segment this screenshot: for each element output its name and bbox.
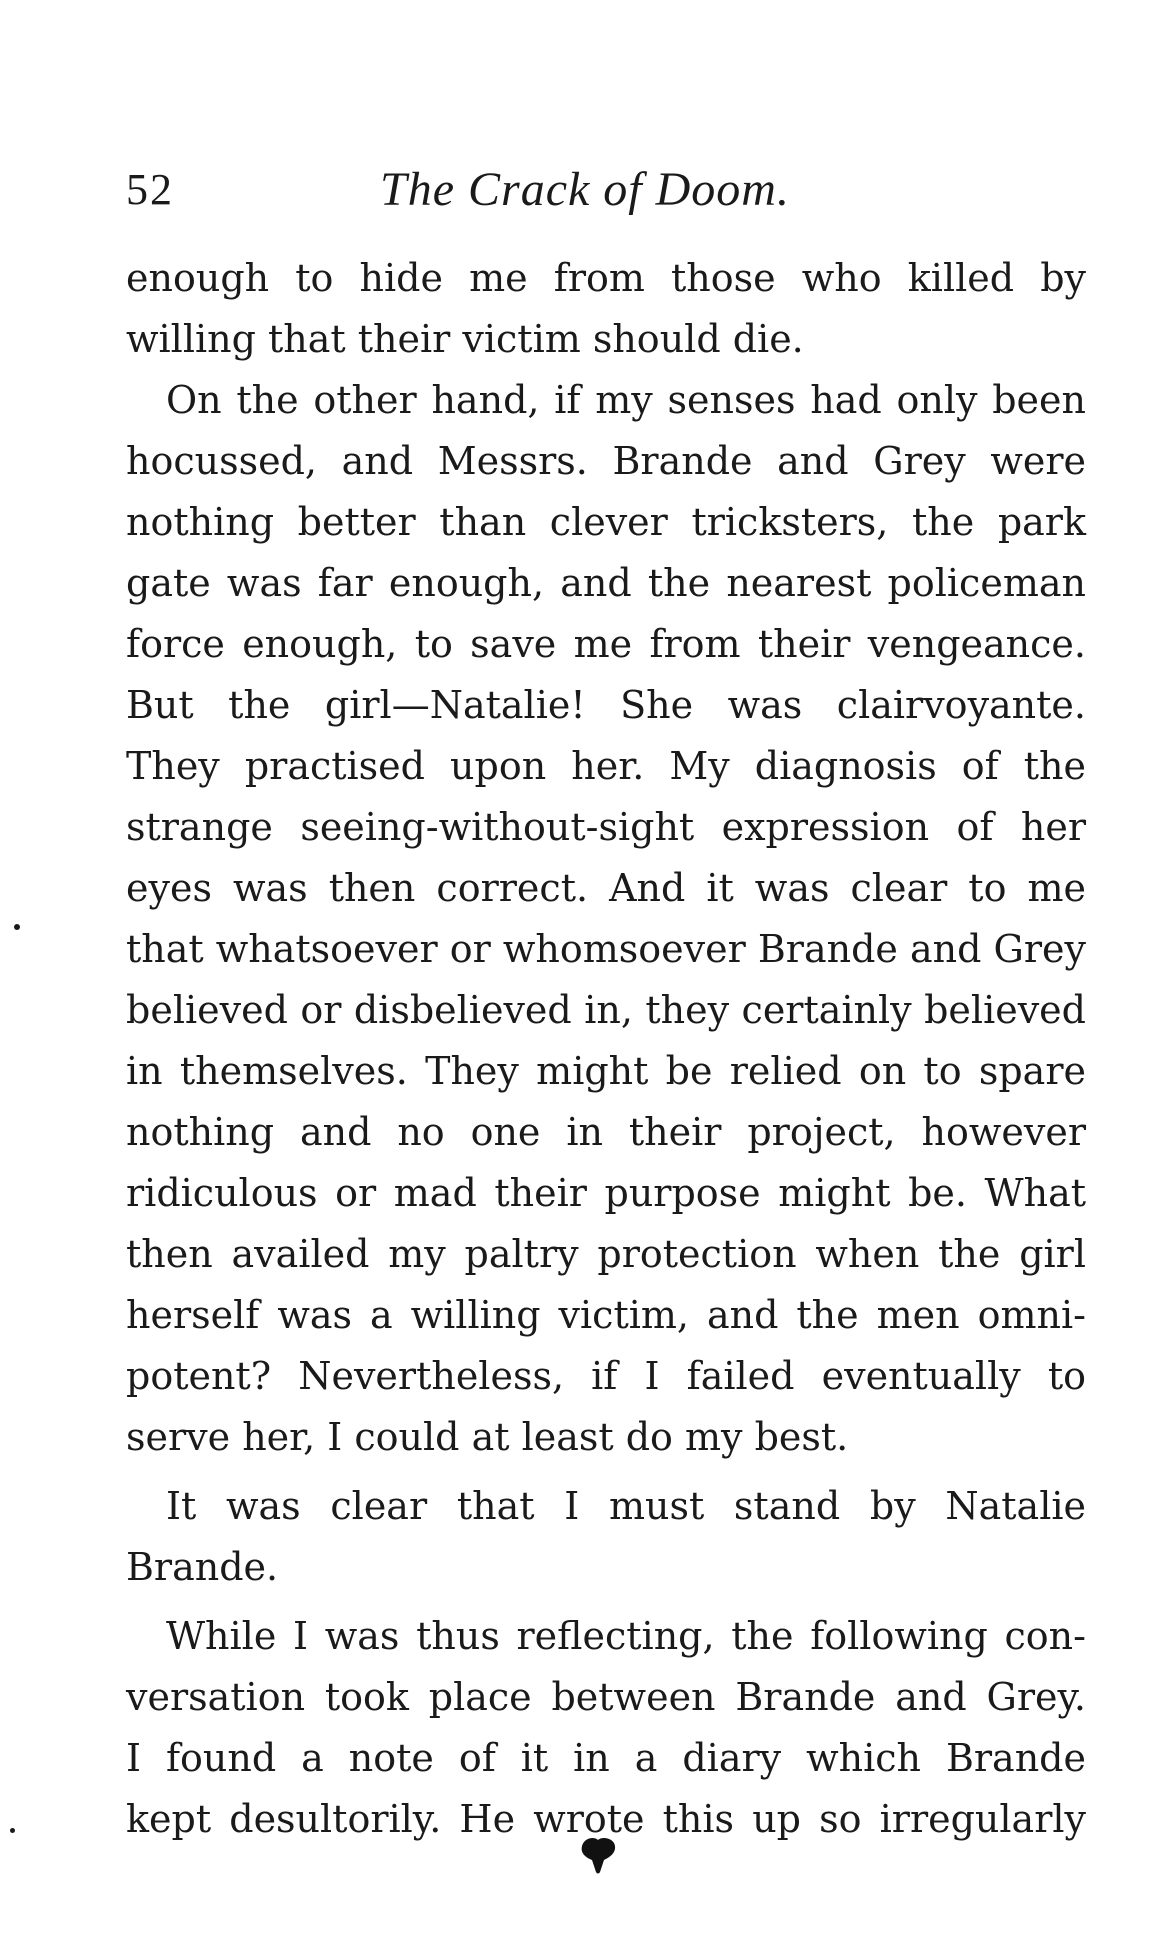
text-line: believed or disbelieved in, they certainly believed <box>126 988 1086 1032</box>
text-line: I found a note of it in a diary which Brande <box>126 1736 1086 1780</box>
text-line: strange seeing-without-sight expression of her <box>126 805 1086 849</box>
text-line: gate was far enough, and the nearest policeman <box>126 561 1086 605</box>
text-line: herself was a willing victim, and the men omni- <box>126 1293 1086 1337</box>
printer-ornament-icon <box>578 1836 618 1876</box>
text-line: willing that their victim should die. <box>126 317 804 361</box>
text-line: They practised upon her. My diagnosis of the <box>126 744 1086 788</box>
page-number: 52 <box>126 165 174 214</box>
text-line: But the girl—Natalie! She was clairvoyante. <box>126 683 1086 727</box>
running-head <box>126 160 1086 220</box>
text-line: then availed my paltry protection when the girl <box>126 1232 1086 1276</box>
text-line: kept desultorily. He wrote this up so irregularly <box>126 1797 1086 1841</box>
text-line: eyes was then correct. And it was clear to me <box>126 866 1086 910</box>
text-line: It was clear that I must stand by Natalie <box>166 1484 1086 1528</box>
ink-speck <box>10 1828 15 1833</box>
text-line: hocussed, and Messrs. Brande and Grey were <box>126 439 1086 483</box>
text-line: ridiculous or mad their purpose might be. What <box>126 1171 1086 1215</box>
text-line: in themselves. They might be relied on to spare <box>126 1049 1086 1093</box>
text-line: versation took place between Brande and Grey. <box>126 1675 1086 1719</box>
paragraph <box>126 248 1086 370</box>
text-line: that whatsoever or whomsoever Brande and Grey <box>126 927 1086 971</box>
text-line: nothing and no one in their project, however <box>126 1110 1086 1154</box>
paragraph <box>126 370 1086 1468</box>
text-line: Brande. <box>126 1545 279 1589</box>
paragraph <box>126 1476 1086 1598</box>
running-title: The Crack of Doom. <box>380 163 790 216</box>
text-line: serve her, I could at least do my best. <box>126 1415 849 1459</box>
text-line: While I was thus reflecting, the following con- <box>166 1614 1086 1658</box>
text-line: nothing better than clever tricksters, the park <box>126 500 1086 544</box>
text-line: enough to hide me from those who killed by <box>126 256 1086 300</box>
paragraph <box>126 1606 1086 1850</box>
body-text <box>126 248 1086 1850</box>
ink-speck <box>14 924 20 930</box>
text-line: force enough, to save me from their vengeance. <box>126 622 1086 666</box>
text-line: On the other hand, if my senses had only been <box>166 378 1086 422</box>
text-line: potent? Nevertheless, if I failed eventually to <box>126 1354 1086 1398</box>
